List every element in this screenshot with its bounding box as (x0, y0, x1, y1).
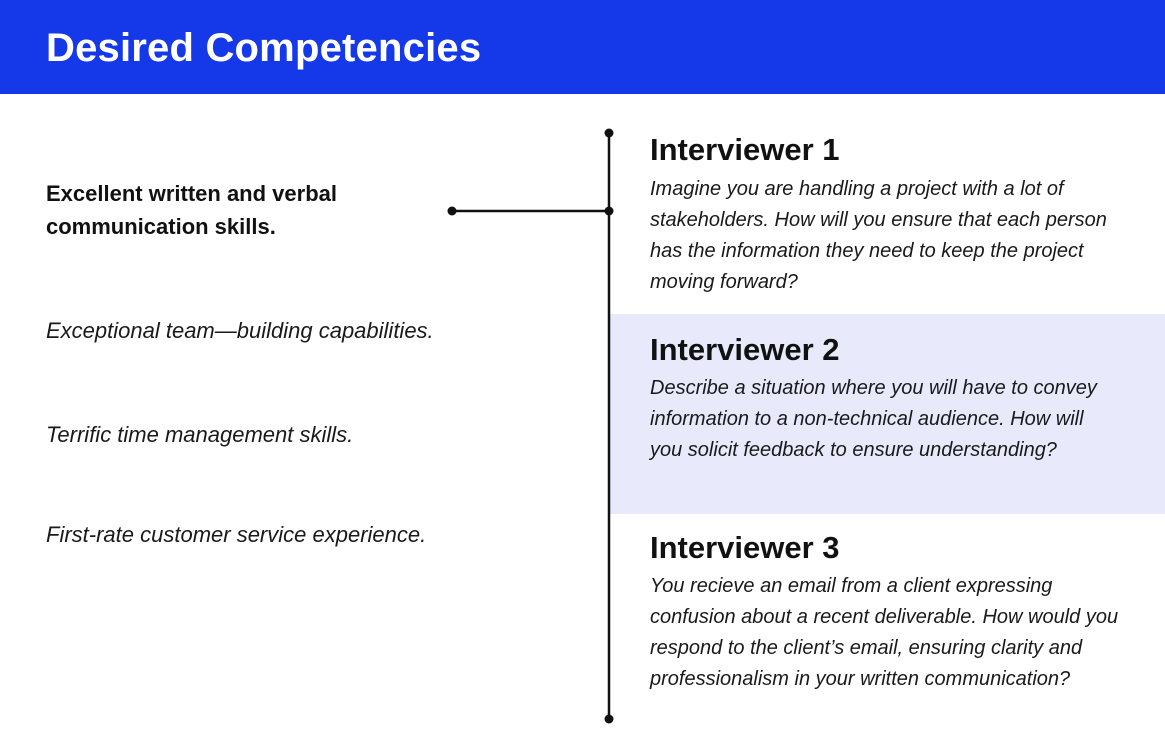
interviewer-2-title: Interviewer 2 (650, 332, 840, 367)
competency-customer-service[interactable]: First-rate customer service experience. (46, 522, 427, 547)
interviewer-1-question: Imagine you are handling a project with a lot of stakeholders. How will you ensure that each person has the information they need to keep the project moving forward? (650, 178, 1107, 293)
page-title: Desired Competencies (46, 26, 482, 70)
interviewer-3-panel (610, 514, 1165, 747)
competency-team-building[interactable]: Exceptional team—building capabilities. (46, 318, 434, 343)
interviewer-2-panel (610, 314, 1165, 514)
interviewer-2-question: Describe a situation where you will have to convey information to a non-technical audience. How will you solicit feedback to ensure understanding? (650, 377, 1097, 461)
connector-start-dot (448, 207, 457, 216)
interviewer-1-panel (610, 120, 1165, 314)
competency-time-management[interactable]: Terrific time management skills. (46, 422, 354, 447)
interviewer-1-title: Interviewer 1 (650, 132, 840, 167)
competency-communication[interactable]: Excellent written and verbal communication skills. (46, 181, 337, 239)
interviewer-3-question: You recieve an email from a client expressing confusion about a recent deliverable. How would you respond to the client’s email, ensuring clarity and professionalism in your written communication? (650, 575, 1119, 690)
interviewer-3-title: Interviewer 3 (650, 530, 840, 565)
header-banner (0, 0, 1165, 94)
